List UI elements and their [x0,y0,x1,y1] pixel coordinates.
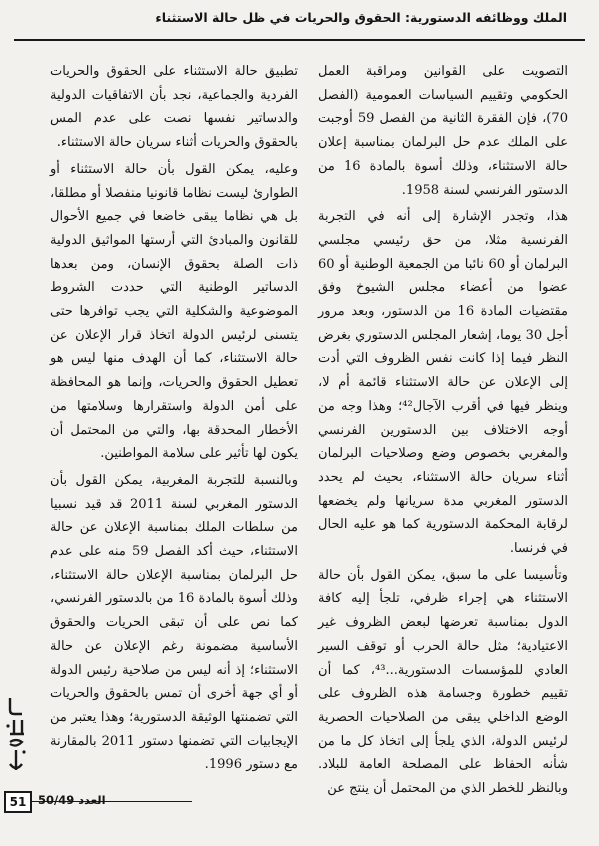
paragraph: هذا، وتجدر الإشارة إلى أنه في التجربة الفرنسية مثلا، من حق رئيسي مجلسي البرلمان أو 60 نائبا من الجمعية الوطنية أو 60 عضوا من أعضاء مجلس الشيوخ وفق مقتضيات المادة 16 من الدستور، وبعد مرور أجل 30 يوما، إشعار المجلس الدستوري بغرض النظر فيما إذا كانت نفس الظروف التي أدت إلى الإعلان عن حالة الاستثناء قائمة أم لا، وينظر فيها في أقرب الآجال⁴²؛ وهذا وجه من أوجه الاختلاف بين الدستورين الفرنسي والمغربي بخصوص وضع وصلاحيات البرلمان أثناء سريان حالة الاستثناء، بحيث لم يحدد الدستور المغربي مدة سريانها ولم يخضعها لرقابة المحكمة الدستورية كما هو عليه الحال في فرنسا. [318,209,569,557]
paragraph: وبالنسبة للتجربة المغربية، يمكن القول بأن الدستور المغربي لسنة 2011 قد قيد نسبيا من سلطات الملك بمناسبة الإعلان عن حالة الاستثناء، حيث أكد الفصل 59 منه على عدم حل البرلمان بمناسبة الإعلان حالة الاستثناء، وذلك أسوة بالمادة 16 من بالدستور الفرنسي، كما نص على أن تبقى الحريات والحقوق الأساسية مضمونة رغم الإعلان عن حالة الاستثناء؛ إذ أنه ليس من صلاحية رئيس الدولة أو أي جهة أخرى أن تمس بالحقوق والحريات التي تضمنتها الوثيقة الدستورية؛ وهذا يعتبر من الإيجابيات التي تضمنها دستور 2011 بالمقارنة مع دستور 1996. [50,472,298,773]
text-column-right [318,60,569,797]
header-rule [14,39,585,41]
issue-label: العدد 50/49 [38,793,106,807]
paragraph: وتأسيسا على ما سبق، يمكن القول بأن حالة الاستثناء هي إجراء ظرفي، تلجأ إليه كافة الدول بمناسبة تعرضها لبعض الظروف غير الاعتيادية؛ مثل حالة الحرب أو توقف السير العادي للمؤسسات الدستورية...⁴³، كما أن تقييم خطورة وجسامة هذه الظروف على الوضع الداخلي يبقى من الصلاحيات الحصرية لرئيس الدولة، الذي يلجأ إلى اتخاذ كل ما من شأنه الحفاظ على المصلحة العامة للبلاد. وبالنظر للخطر الذي من المحتمل أن ينتج عن [318,567,568,797]
page-footer [4,791,194,813]
running-header-title: الملك ووظائفه الدستورية: الحقوق والحريات في ظل حالة الاستثناء [155,10,567,25]
paragraph: تطبيق حالة الاستثناء على الحقوق والحريات الفردية والجماعية، نجد بأن الاتفاقيات الدولية والدساتير نفسها نصت على عدم المس بالحقوق والحريات أثناء سريان حالة الاستثناء. [50,64,298,151]
paragraph: وعليه، يمكن القول بأن حالة الاستثناء أو الطوارئ ليست نظاما قانونيا منفصلا أو مطلقا، بل هي نظاما يبقى خاضعا في جميع الأحوال للقانون والمبادئ التي أرستها المواثيق الدولية ذات الصلة بحقوق الإنسان، ومن بعدها الدساتير الوطنية التي حددت الشروط الموضوعية والشكلية التي يجب توافرها حتى يتسنى لرئيس الدولة اتخاذ قرار الإعلان عن حالة الاستثناء، كما أن الهدف منها ليس هو تعطيل الحقوق والحريات، وإنما هو المحافظة على أمن الدولة واستقرارها وسلامتها من الأخطار المحدقة بها، والتي من المحتمل أن يكون لها تأثير على سلامة المواطنين. [50,161,298,462]
journal-logo [4,694,28,774]
text-column-left [50,60,298,780]
page-number: 51 [4,791,32,813]
paragraph: التصويت على القوانين ومراقبة العمل الحكومي وتقييم السياسات العمومية (الفصل 70)، فإن الفقرة الثانية من الفصل 59 أوجبت على الملك عدم حل البرلمان بمناسبة إعلان حالة الاستثناء، وذلك أسوة بالمادة 16 من الدستور الفرنسي لسنة 1958. [318,64,568,198]
